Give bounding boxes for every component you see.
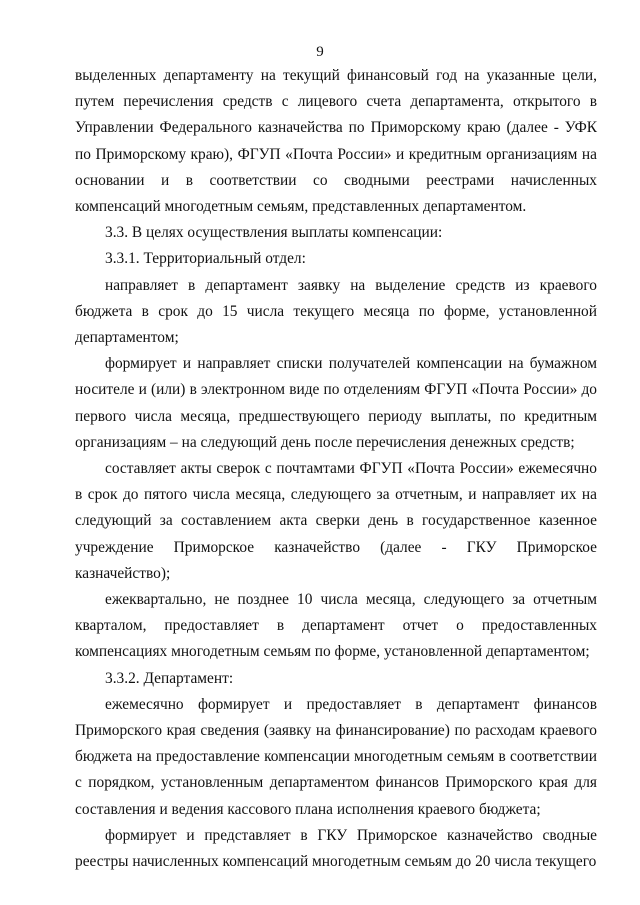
paragraph-request: направляет в департамент заявку на выделение средств из краевого бюджета в срок до 15 числа текущего месяца по форме, установленной департаментом; [75, 276, 597, 347]
paragraph-reconciliation-acts: составляет акты сверок с почтамтами ФГУП «Почта России» ежемесячно в срок до пятого числа месяца, следующего за отчетным, и направляет их на следующий за составлением акта сверки день в государственное казенное учреждение Приморское казначейство (далее - ГКУ Приморское казначейство); [75, 460, 597, 582]
subsection-heading-3-3-1: 3.3.1. Территориальный отдел: [105, 250, 306, 268]
paragraph-quarterly-report: ежеквартально, не позднее 10 числа месяца, следующего за отчетным кварталом, предоставляет в департамент отчет о предоставленных компенсациях многодетным семьям по форме, установленной департаментом; [75, 591, 597, 661]
page-number: 9 [316, 44, 324, 60]
paragraph-registries: формирует и представляет в ГКУ Приморское казначейство сводные реестры начисленных компенсаций многодетным семьям до 20 числа текущего [75, 826, 597, 871]
paragraph-recipient-lists: формирует и направляет списки получателей компенсации на бумажном носителе и (или) в электронном виде по отделениям ФГУП «Почта России» до первого числа месяца, предшествующего периоду выплаты, по кредитным организациям – на следующий день после перечисления денежных средств; [75, 355, 597, 451]
paragraph-continuation: выделенных департаменту на текущий финансовый год на указанные цели, путем перечисления средств с лицевого счета департамента, открытого в Управлении Федерального казначейства по Приморскому краю (далее - УФК по Приморскому краю), ФГУП «Почта России» и кредитным организациям на основании и в соответствии со сводными реестрами начисленных компенсаций многодетным семьям, представленных департаментом. [75, 67, 597, 216]
subsection-heading-3-3-2: 3.3.2. Департамент: [105, 669, 234, 687]
document-body [75, 63, 597, 875]
section-heading-3-3: 3.3. В целях осуществления выплаты компенсации: [105, 224, 443, 242]
paragraph-monthly-financing: ежемесячно формирует и предоставляет в департамент финансов Приморского края сведения (заявку на финансирование) по расходам краевого бюджета на предоставление компенсации многодетным семьям в соответствии с порядком, установленным департаментом финансов Приморского края для составления и ведения кассового плана исполнения краевого бюджета; [75, 695, 597, 818]
